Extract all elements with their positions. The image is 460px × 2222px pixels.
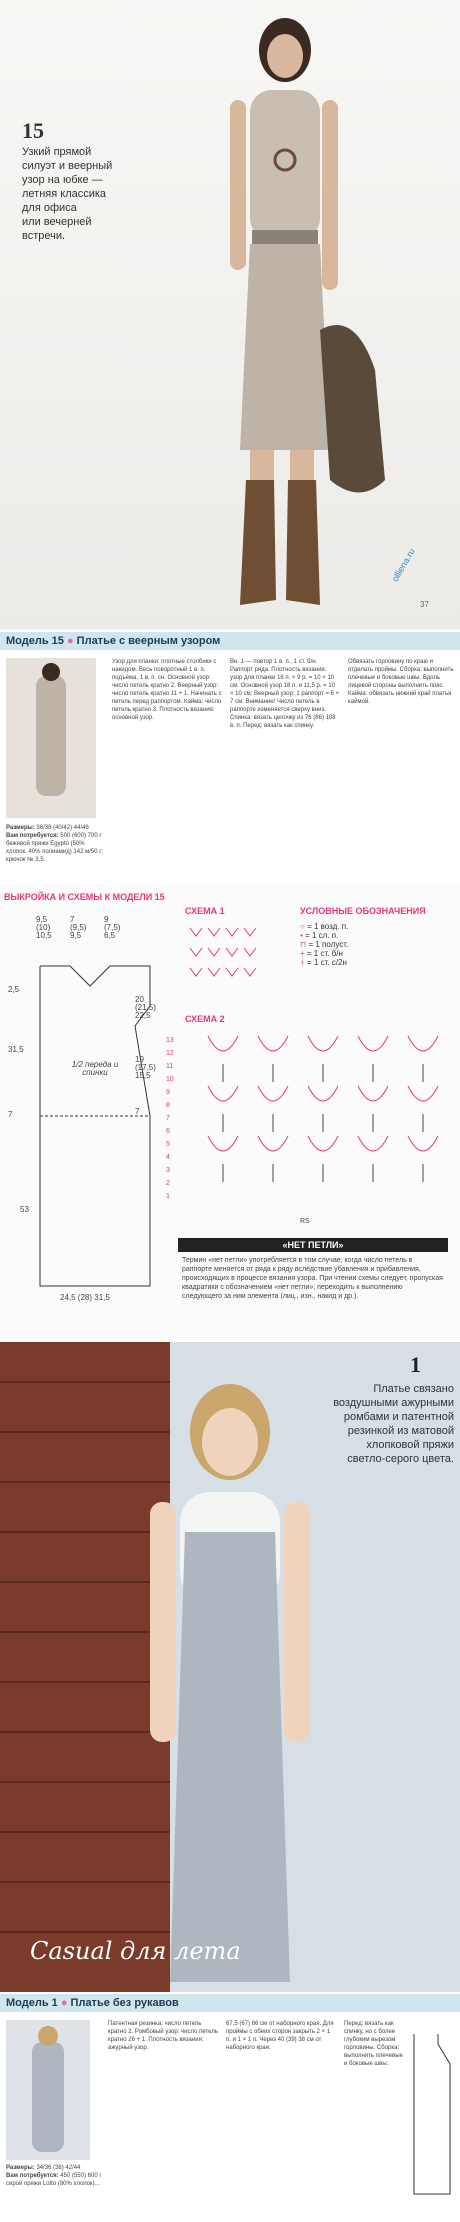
model-title: Платье с веерным узором bbox=[76, 635, 221, 647]
legend-text: = 1 сл. п. bbox=[305, 931, 339, 940]
sizes-value: 34/36 (38) 42/44 bbox=[36, 2165, 81, 2171]
pattern-section bbox=[0, 886, 460, 1338]
dim-right-2 bbox=[135, 1056, 156, 1080]
sizes-label: Размеры: bbox=[6, 825, 35, 831]
caption-line: Узкий прямой bbox=[22, 146, 92, 158]
caption-line: силуэт и веерный bbox=[22, 160, 113, 172]
caption-line: для офиса bbox=[22, 202, 77, 214]
caption-line: встречи. bbox=[22, 230, 66, 242]
dim-value: (21,5) bbox=[135, 1003, 156, 1012]
thumbnail-photo bbox=[6, 2020, 90, 2160]
pattern-label: 1/2 переда и спинки bbox=[71, 1060, 119, 1077]
consumption-value: 500 (600) 700 г бежевой пряжи Egypto (50% хлопок, 40% полиамид) 142 м/50 г; крючок № 3,5. bbox=[6, 833, 104, 863]
model-number-1: 1 bbox=[410, 1352, 421, 1377]
bullet-icon: ● bbox=[60, 1997, 68, 2009]
model-label: Модель 1 bbox=[6, 1997, 58, 2009]
scheme2-chart bbox=[178, 1026, 448, 1216]
dim-value: 6,5 bbox=[104, 931, 116, 940]
dim-bottom: 24,5 (28) 31,5 bbox=[60, 1293, 110, 1302]
row-number: 10 bbox=[166, 1076, 174, 1083]
scheme2-title: СХЕМА 2 bbox=[185, 1014, 225, 1024]
dim-height: 53 bbox=[20, 1205, 29, 1214]
note-box-text: Термин «нет петли» употребляется в том случае, когда число петель в раппорте меняется от ряда к ряду вследствие убавления и прибавления, происходящих в процессе вязания узора. При чтении схемы следует, пропуская квадратики с обозначением «нет петли», переходить к выполнению следующего за ним элемента (лиц., изн., накид и др.). bbox=[182, 1257, 443, 1300]
legend-text: = 1 ст. с/2н bbox=[307, 958, 347, 967]
caption-line: Платье связано bbox=[373, 1383, 454, 1395]
legend-item bbox=[300, 940, 450, 949]
row-number: 1 bbox=[166, 1193, 170, 1200]
row-number: 2 bbox=[166, 1180, 170, 1187]
row-number: 4 bbox=[166, 1154, 170, 1161]
dim-value: 9,5 bbox=[36, 915, 48, 924]
dim-value: (17,5) bbox=[135, 1063, 156, 1072]
legend-text: = 1 полуст. bbox=[308, 940, 349, 949]
half-stitch-icon: ⊓ bbox=[300, 940, 307, 949]
model-caption bbox=[22, 145, 122, 243]
text-column-3: Обвязать горловину по краю и отделать проймы. Сборка: выполнить плечевые и боковые швы. Вдоль лицевой стороны выполнить пояс. Кайма: обвязать нижний край платья каймой. bbox=[348, 659, 454, 705]
row-number: 12 bbox=[166, 1050, 174, 1057]
description-model1 bbox=[0, 2014, 460, 2222]
dim-left-3: 7 bbox=[8, 1110, 13, 1119]
script-title: Casual для лета bbox=[30, 1937, 241, 1965]
row-number: 13 bbox=[166, 1037, 174, 1044]
note-box-title: «НЕТ ПЕТЛИ» bbox=[178, 1238, 448, 1252]
caption-line: светло-серого цвета. bbox=[347, 1453, 454, 1465]
consumption-label: Вам потребуется: bbox=[6, 833, 59, 839]
caption-line: ромбами и патентной bbox=[343, 1411, 454, 1423]
row-number: 7 bbox=[166, 1115, 170, 1122]
text-column-1: Узор для планки: плотные столбики с накидом. Весь поворотный 1 в. п. подъёма, 1 в. п. сн. Основной узор: число петель кратно 2. Веерный узор: число петель кратно 11 + 1. Начинать с петель перед раппортом. Кайма: число петель кратно 3. Плотность вязания: основной узор. bbox=[112, 659, 222, 721]
model1-header-band bbox=[0, 1994, 460, 2012]
dim-value: 7 bbox=[70, 915, 75, 924]
thumbnail-photo bbox=[6, 658, 96, 818]
caption-line: хлопковой пряжи bbox=[366, 1439, 454, 1451]
row-number: 3 bbox=[166, 1167, 170, 1174]
scheme1-title: СХЕМА 1 bbox=[185, 906, 225, 916]
model-title: Платье без рукавов bbox=[70, 1997, 179, 2009]
text-column-2: 67,5 (67) 66 см от наборного края. Для проймы с обеих сторон закрыть 2 × 1 п. и 1 × 1 п. Через 40 (39) 38 см от наборного края. bbox=[226, 2021, 334, 2051]
dim-value: 9 bbox=[104, 915, 109, 924]
slip-stitch-icon: • bbox=[300, 931, 303, 940]
dim-top-1 bbox=[36, 916, 52, 940]
description-model15 bbox=[0, 652, 460, 882]
model1-caption bbox=[318, 1382, 454, 1466]
legend bbox=[300, 922, 450, 967]
legend-item bbox=[300, 949, 450, 958]
dim-value: (9,5) bbox=[70, 923, 87, 932]
woman-figure bbox=[170, 10, 400, 620]
model-header-band bbox=[0, 632, 460, 650]
caption-line: узор на юбке — bbox=[22, 174, 103, 186]
row-number: 8 bbox=[166, 1102, 170, 1109]
single-crochet-icon: + bbox=[300, 949, 305, 958]
dim-value: 10,5 bbox=[36, 931, 52, 940]
dim-value: 19 bbox=[135, 1055, 144, 1064]
garment-schematic bbox=[0, 906, 170, 1326]
dim-top-3 bbox=[104, 916, 120, 940]
bullet-icon: ● bbox=[66, 635, 74, 647]
text-column-1: Патентная резинка: число петель кратно 2. Ромбовый узор: число петель кратно 26 + 1. Плотность вязания: ажурный узор. bbox=[108, 2021, 218, 2051]
dim-left-2: 31,5 bbox=[8, 1045, 24, 1054]
row-numbers bbox=[166, 1034, 174, 1203]
sizes-block bbox=[6, 2164, 102, 2188]
dim-top-2 bbox=[70, 916, 86, 940]
dim-value: 22,5 bbox=[135, 1011, 151, 1020]
dim-right-3: 7 bbox=[135, 1107, 140, 1116]
mini-schematic bbox=[408, 2024, 456, 2204]
consumption-label: Вам потребуется: bbox=[6, 2173, 59, 2179]
row-number: 9 bbox=[166, 1089, 170, 1096]
rapport-label: RS bbox=[300, 1218, 310, 1225]
model-number: 15 bbox=[22, 118, 44, 143]
legend-item bbox=[300, 958, 450, 967]
chain-icon: ○ bbox=[300, 922, 305, 931]
page-number: 37 bbox=[420, 600, 429, 609]
watermark: olliena.ru bbox=[389, 546, 417, 584]
dim-value: (7,5) bbox=[104, 923, 121, 932]
dim-value: 9,5 bbox=[70, 931, 82, 940]
section-title: ВЫКРОЙКА И СХЕМЫ К МОДЕЛИ 15 bbox=[4, 892, 165, 902]
double-crochet-icon: ᚼ bbox=[300, 958, 305, 967]
dim-left-1: 2,5 bbox=[8, 985, 20, 994]
text-column-2: Вн. 1 — повтор 1 в. п., 1 ст. б/н. Раппорт ряда. Плотность вязания: узор для планки 16 п. × 9 р. = 10 × 10 см. Основной узор 18 п. и 11,5 р. = 10 × 10 см; Веерный узор: 1 раппорт = 6 × 7 см. Внимание! Число петель в раппорте изменяется сверху вниз. Спинка: вязать цепочку из 76 (86) 108 в. п. Перед: вязать как спинку. bbox=[230, 659, 340, 729]
caption-line: воздушными ажурными bbox=[333, 1397, 454, 1409]
model15-photo bbox=[0, 0, 460, 630]
consumption-value: 450 (550) 600 г серой пряжи Lotto (80% хлопок)... bbox=[6, 2173, 102, 2187]
row-number: 6 bbox=[166, 1128, 170, 1135]
sizes-block bbox=[6, 824, 106, 864]
legend-text: = 1 ст. б/н bbox=[306, 949, 343, 958]
caption-line: резинкой из матовой bbox=[347, 1425, 454, 1437]
caption-line: или вечерней bbox=[22, 216, 92, 228]
dim-value: 20 bbox=[135, 995, 144, 1004]
legend-item bbox=[300, 931, 450, 940]
row-number: 11 bbox=[166, 1063, 174, 1070]
text-column-3: Перед: вязать как спинку, но с более глубоким вырезом горловины. Сборка: выполнить плечевые и боковые швы. bbox=[344, 2021, 403, 2067]
legend-title: УСЛОВНЫЕ ОБОЗНАЧЕНИЯ bbox=[300, 906, 426, 916]
dim-value: (10) bbox=[36, 923, 51, 932]
legend-text: = 1 возд. п. bbox=[307, 922, 349, 931]
row-number: 5 bbox=[166, 1141, 170, 1148]
model-label: Модель 15 bbox=[6, 635, 64, 647]
dim-right-1 bbox=[135, 996, 156, 1020]
sizes-value: 36/38 (40/42) 44/46 bbox=[36, 825, 89, 831]
dim-value: 15,5 bbox=[135, 1071, 151, 1080]
legend-item bbox=[300, 922, 450, 931]
caption-line: летняя классика bbox=[22, 188, 107, 200]
scheme1-chart bbox=[180, 918, 290, 998]
model1-photo bbox=[0, 1342, 460, 1992]
sizes-label: Размеры: bbox=[6, 2165, 35, 2171]
